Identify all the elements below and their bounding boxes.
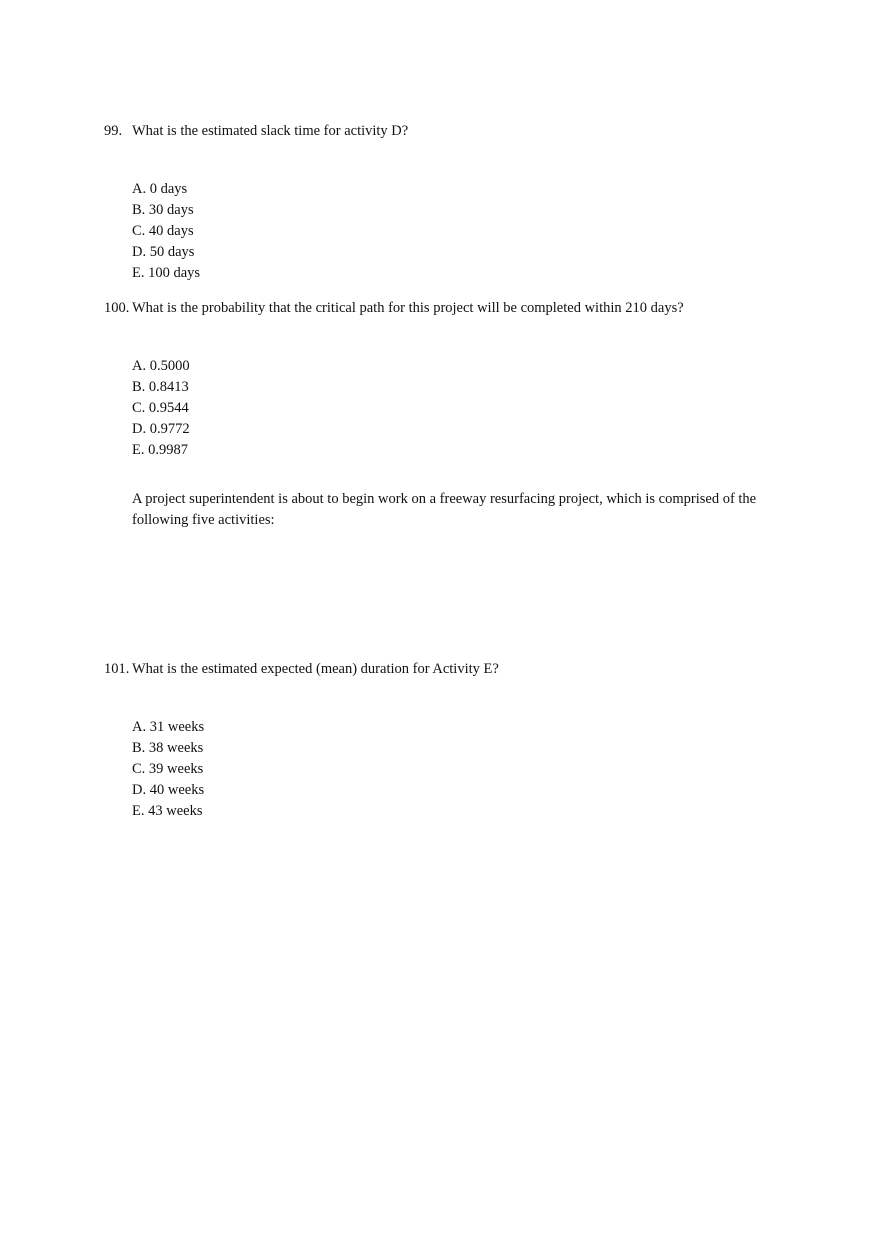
answer-option-e: E. 43 weeks (132, 803, 203, 819)
question-number: 100. (104, 300, 130, 316)
answer-option-e: E. 100 days (132, 265, 201, 281)
question-99 (104, 121, 804, 299)
answer-option-d: D. 40 weeks (132, 782, 205, 798)
answer-option-a: A. 0.5000 (132, 358, 190, 374)
question-101 (104, 659, 804, 837)
question-text: What is the estimated expected (mean) duration for Activity E? (132, 661, 499, 677)
answer-option-e: E. 0.9987 (132, 442, 188, 458)
answer-options (132, 356, 804, 461)
answer-option-b: B. 30 days (132, 202, 194, 218)
answer-option-a: A. 31 weeks (132, 719, 205, 735)
answer-options (132, 179, 804, 284)
answer-option-c: C. 40 days (132, 223, 194, 239)
question-text: What is the probability that the critical path for this project will be completed within 210 days? (132, 300, 684, 316)
question-number: 101. (104, 661, 130, 677)
answer-options (132, 717, 804, 822)
question-100 (104, 298, 804, 476)
answer-option-d: D. 50 days (132, 244, 195, 260)
answer-option-b: B. 38 weeks (132, 740, 204, 756)
question-stem (104, 298, 804, 318)
answer-option-d: D. 0.9772 (132, 421, 190, 437)
question-stem (104, 121, 804, 141)
question-text: What is the estimated slack time for activity D? (132, 123, 409, 139)
answer-option-c: C. 0.9544 (132, 400, 189, 416)
question-stem (104, 659, 804, 679)
answer-option-c: C. 39 weeks (132, 761, 204, 777)
question-number: 99. (104, 123, 123, 139)
answer-option-a: A. 0 days (132, 181, 188, 197)
answer-option-b: B. 0.8413 (132, 379, 189, 395)
scenario-intro: A project superintendent is about to begin work on a freeway resurfacing project, which is comprised of the following five activities: (132, 490, 757, 528)
